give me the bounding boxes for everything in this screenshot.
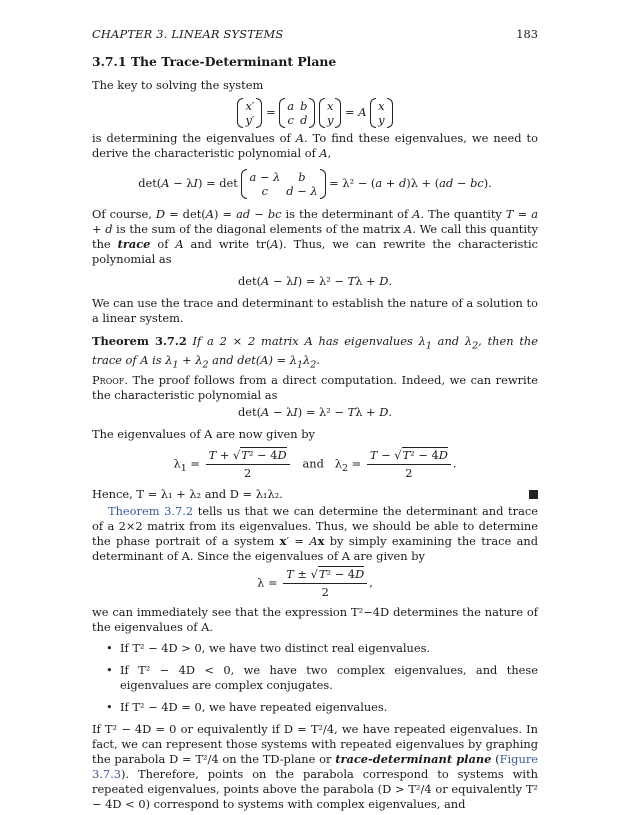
term-trace-determinant-plane: trace-determinant plane xyxy=(335,751,492,766)
list-item: • If T² − 4D = 0, we have repeated eigenvalues. xyxy=(106,699,388,714)
section-heading xyxy=(92,54,538,69)
chapter-title: CHAPTER 3. LINEAR SYSTEMS xyxy=(92,27,284,41)
paragraph-eigen-given: The eigenvalues of A are now given by xyxy=(92,426,315,441)
equation-lambda-pm: λ = $\frac{\text{T ± √T² − 4D}}{2}$ , xyxy=(257,566,373,599)
paragraph-hence: Hence, T = λ₁ + λ₂ and D = λ₁λ₂. xyxy=(92,487,538,502)
proof: Proof. The proof follows from a direct computation. Indeed, we can rewrite the characteristic polynomial as xyxy=(92,372,538,402)
list-item: • If T² − 4D > 0, we have two distinct real eigenvalues. xyxy=(106,640,431,655)
paragraph-parabola: If T² − 4D = 0 or equivalently if D = T²/4, we have repeated eigenvalues. In fact, we can represent those systems with repeated eigenvalues by graphing the parabola D = T²/4 on the TD-plane or trace-determinant plane (Figure 3.7.3). Therefore, points on the parabola correspond to systems with repeated eigenvalues, points above the parabola (D > T²/4 or equivalently T² − 4D < 0) correspond to systems with complex eigenvalues, and xyxy=(92,721,539,811)
theorem-link[interactable]: Theorem 3.7.2 xyxy=(108,503,194,518)
figure-link[interactable]: Figure 3.7.3 xyxy=(92,751,539,781)
equation-char-poly-trace: det(A − λI) = λ² − Tλ + D. xyxy=(237,274,392,288)
page-number: 183 xyxy=(516,27,538,41)
proof-label: Proof. xyxy=(92,372,128,387)
paragraph-establish: We can use the trace and determinant to establish the nature of a solution to a linear system. xyxy=(92,296,538,325)
section-title: The Trace-Determinant Plane xyxy=(130,54,337,69)
section-number: 3.7.1 xyxy=(92,54,127,69)
bullet-list xyxy=(92,641,538,715)
theorem-label: Theorem 3.7.2 xyxy=(92,334,187,348)
theorem-3-7-2: Theorem 3.7.2 If a 2 × 2 matrix A has eigenvalues $\lambda_1$ and $\lambda_2$, then the trace of A is $\lambda_1 + \lambda_2$ and $\det(A) = \lambda_1\lambda_2$. xyxy=(92,334,538,371)
paragraph-discriminant: we can immediately see that the expression T²−4D determines the nature of the eigenvalues of A. xyxy=(92,604,538,634)
term-trace: trace xyxy=(117,237,151,251)
equation-eigenvalues: $\lambda_1$ = $\frac{\text{T + √T² − 4D}}{2}$ and $\lambda_2$ = $\frac{\text{T − √T² − 4D}}{2}$ . xyxy=(173,447,457,480)
list-item: • If T² − 4D < 0, we have two complex eigenvalues, and these eigenvalues are complex conjugates. xyxy=(106,662,538,692)
paragraph-phase-portrait: Theorem 3.7.2 tells us that we can determine the determinant and trace of a 2×2 matrix from its eigenvalues. Thus, we should be able to determine the phase portrait of a system x′ = Ax by simply examining the trace and determinant of A. Since the eigenvalues of A are given by xyxy=(92,503,539,563)
paragraph-intro: The key to solving the system xyxy=(92,78,264,92)
page-content xyxy=(92,54,538,812)
qed-symbol xyxy=(529,490,538,499)
paragraph-trace-definition: Of course, D = det(A) = ad − bc is the determinant of A. The quantity T = a + d is the sum of the diagonal elements of the matrix A. We call this quantity the trace of A and write tr(A). Thus, we can rewrite the characteristic polynomial as xyxy=(92,207,539,266)
equation-char-poly: det(A − λI) = det a − λ b c d − λ = λ² − (a + d)λ + (ad − bc). xyxy=(138,170,492,198)
equation-proof-poly: det(A − λI) = λ² − Tλ + D. xyxy=(237,404,392,419)
running-header xyxy=(92,27,538,43)
paragraph-eigenvalues: is determining the eigenvalues of A. To find these eigenvalues, we need to derive the characteristic polynomial of A, xyxy=(92,131,538,160)
equation-system: x′ y′ = a b c d x y = A x y xyxy=(92,99,538,127)
